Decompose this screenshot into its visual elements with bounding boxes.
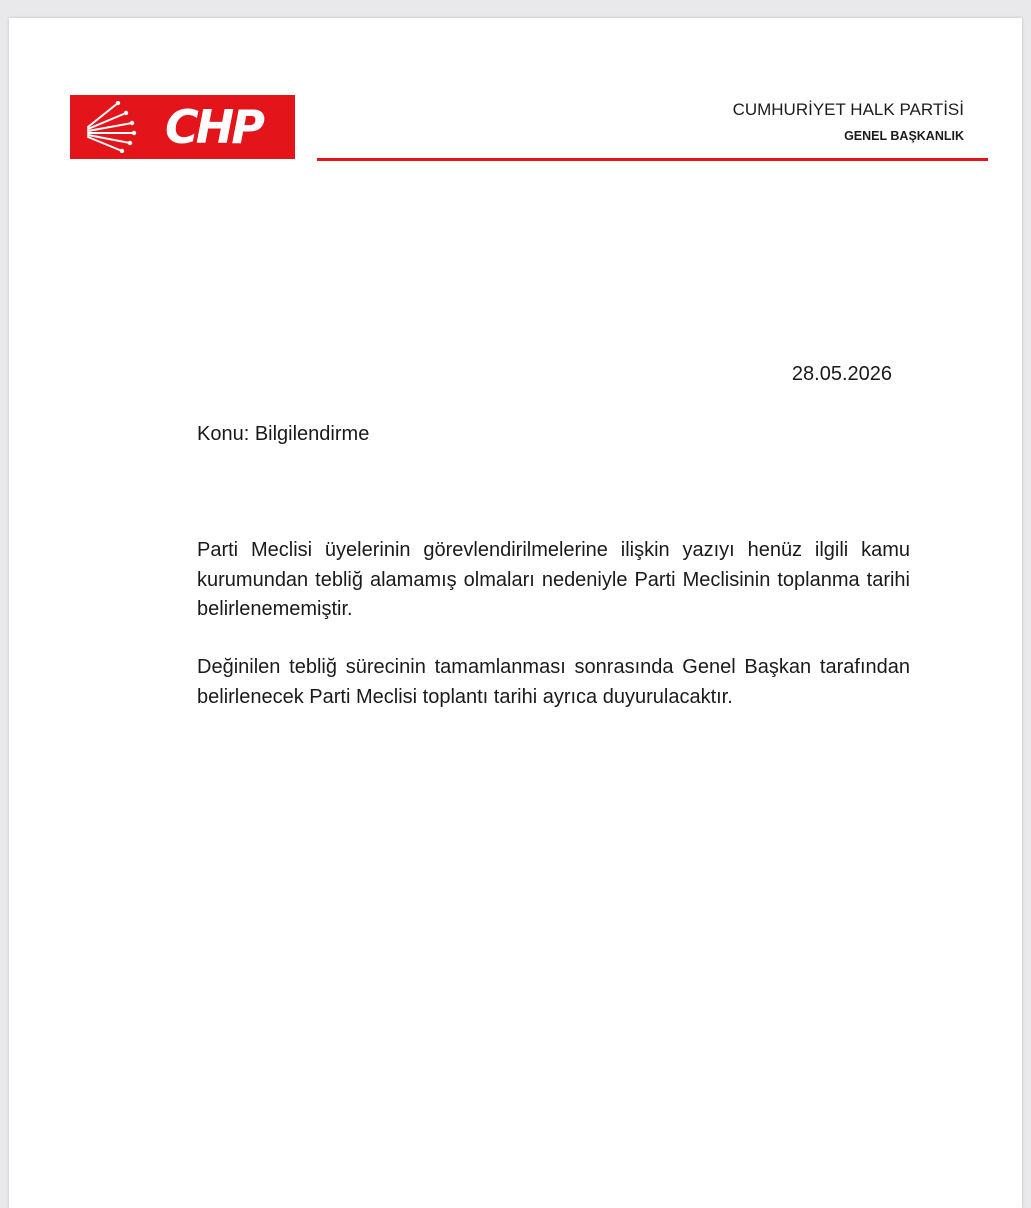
document-page xyxy=(9,18,1022,1208)
logo-wordmark: CHP xyxy=(165,100,262,154)
body-paragraph: Parti Meclisi üyelerinin görevlendirilmelerine ilişkin yazıyı henüz ilgili kamu kurumundan tebliğ alamamış olmaları nedeniyle Parti Meclisinin toplanma tarihi belirlenememiştir. xyxy=(197,539,910,620)
chp-logo xyxy=(70,95,295,159)
header-divider xyxy=(317,158,988,161)
organization-name: CUMHURİYET HALK PARTİSİ xyxy=(732,100,964,119)
document-subject: Konu: Bilgilendirme xyxy=(197,423,370,445)
department-name: GENEL BAŞKANLIK xyxy=(844,129,964,143)
six-arrows-icon xyxy=(80,101,150,153)
body-paragraph: Değinilen tebliğ sürecinin tamamlanması sonrasında Genel Başkan tarafından belirlenecek Parti Meclisi toplantı tarihi ayrıca duyurulacaktır. xyxy=(197,656,910,708)
document-date: 28.05.2026 xyxy=(791,363,892,385)
